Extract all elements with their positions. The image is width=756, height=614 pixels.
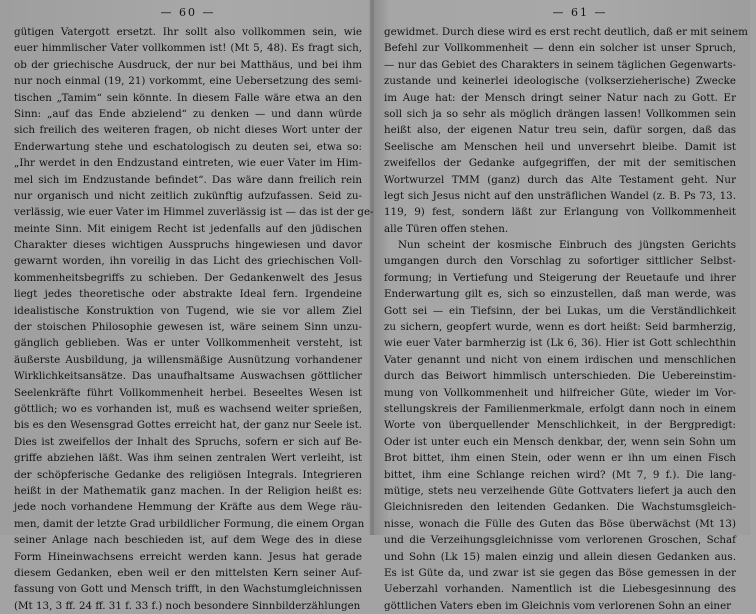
text-line: seiner Anlage nach beschieden ist, auf dem Wege des in diese: [14, 534, 362, 547]
page-number-left: — 60 —: [160, 6, 216, 19]
text-line: göttlichen Vaters eben im Gleichnis vom verlorenen Sohn an einer: [384, 599, 732, 612]
text-line: sich freilich des weiteren fragen, ob nicht dieses Wort unter der: [14, 124, 362, 137]
text-line: heißt also, der eigenen Natur treu sein, dafür sorgen, daß das: [384, 124, 736, 137]
text-line: zu sichern, geopfert wurde, wenn es dort heißt: Seid barmherzig,: [384, 321, 736, 334]
right-page: [384, 0, 748, 612]
book-gutter: [370, 0, 374, 535]
text-line: verlässig, wie euer Vater im Himmel zuverlässig ist — das ist der ge-: [14, 206, 374, 219]
text-line: fassung von Gott und Mensch trifft, in den Wachstumgleichnissen: [14, 583, 362, 596]
text-line: euer himmlischer Vater vollkommen ist! (Mt 5, 48). Es fragt sich,: [14, 42, 362, 55]
text-line: Enderwartung gilt es, sich so einzustellen, daß man werde, was: [384, 288, 736, 301]
text-line: äußerste Ausbildung, ja willensmäßige Ausnützung vorhandener: [14, 353, 362, 366]
text-line: umgangen durch den Vorschlag zu sofortiger sittlicher Selbst-: [384, 255, 736, 268]
text-line: Brot bittet, ihm einen Stein, oder wenn er ihn um einen Fisch: [384, 452, 736, 465]
text-line: gewarnt worden, ihn voreilig in das Licht des griechischen Voll-: [14, 255, 362, 268]
right-page-text: [384, 24, 748, 614]
text-line: diesem Gedanken, eben weil er den mittelsten Kern seiner Auf-: [14, 566, 362, 579]
text-line: wie euer Vater barmherzig ist (Lk 6, 36). Hier ist Gott schlechthin: [384, 337, 736, 350]
text-line: ob der griechische Ausdruck, der nur bei Matthäus, und bei ihm: [14, 58, 362, 71]
text-line: nur noch einmal (19, 21) vorkommt, eine Uebersetzung des semi-: [14, 75, 362, 88]
text-line: men, damit der letzte Grad urbildlicher Formung, die einem Organ: [14, 517, 365, 530]
text-line: formung; in Vertiefung und Steigerung der Reuetaufe und ihrer: [384, 271, 736, 284]
text-line: Enderwartung stehe und eschatologisch zu deuten sei, etwa so:: [14, 140, 362, 153]
text-line: bis es den Wesensgrad Gottes erreicht hat, der ganz nur Seele ist.: [14, 419, 362, 432]
text-line: Vater genannt und nicht von einem irdischen und menschlichen: [384, 353, 736, 366]
text-line: legt sich Jesus nicht auf den unsträflichen Wandel (z. B. Ps 73, 13.: [384, 189, 736, 202]
text-line: kommenheitsbegriffs zu schieben. Der Gedankenwelt des Jesus: [14, 271, 362, 284]
text-line: Gott sei — ein Tiefsinn, der bei Lukas, um die Verständlichkeit: [384, 304, 736, 317]
text-line: Befehl zur Vollkommenheit — denn ein solcher ist unser Spruch,: [384, 42, 736, 55]
text-line: göttlich; wo es vorhanden ist, muß es wachsend weiter sprießen,: [14, 402, 362, 415]
text-line: Seelische am Menschen heil und unversehrt bleibe. Damit ist: [384, 140, 736, 153]
text-line: mung von Vollkommenheit und hilfreicher Güte, wieder im Vor-: [384, 386, 736, 399]
text-line: griffe abziehen läßt. Was ihm seinen zentralen Wert verleiht, ist: [14, 452, 362, 465]
text-line: (Mt 13, 3 ff. 24 ff. 31 f. 33 f.) noch besondere Sinnbilderzählungen: [14, 599, 361, 612]
text-line: — nur das Gebiet des Charakters in seinem täglichen Gegenwarts-: [384, 58, 736, 71]
text-line: Oder ist unter euch ein Mensch denkbar, der, wenn sein Sohn um: [384, 435, 736, 448]
text-line: nisse, wonach die Fülle des Guten das Böse überwächst (Mt 13): [384, 517, 736, 530]
text-line: Seelenkräfte führt Vollkommenheit herbei. Beseeltes Wesen ist: [14, 386, 362, 399]
text-line: der schöpferische Gedanke des religiösen Integrals. Integrieren: [14, 468, 362, 481]
text-line: zweifellos der Gedanke aufgegriffen, der mit der semitischen: [384, 157, 736, 170]
text-line: soll sich ja so sehr als möglich drängen lassen! Vollkommen sein: [384, 107, 736, 120]
text-line: Worte von überquellender Menschlichkeit, in der Bergpredigt:: [384, 419, 736, 432]
text-line: jede noch vorhandene Hemmung der Kräfte aus dem Wege räu-: [14, 501, 362, 514]
text-line: bittet, ihm eine Schlange reichen wird? (Mt 7, 9 f.). Die lang-: [384, 468, 736, 481]
text-line: Wortwurzel TMM (ganz) durch das Alte Testament geht. Nur: [384, 173, 736, 186]
text-line: Dies ist zweifellos der Inhalt des Spruchs, sofern er sich auf Be-: [14, 435, 362, 448]
text-line: meinte Sinn. Mit einigem Recht ist jedenfalls auf den jüdischen: [14, 222, 362, 235]
left-page: [14, 0, 374, 612]
text-line: und die Verzeihungsgleichnisse vom verlorenen Groschen, Schaf: [384, 534, 736, 547]
text-line: tischen „Tamim“ sein könnte. In diesem Falle wäre etwa an den: [14, 91, 362, 104]
text-line: heißt in der Mathematik ganz machen. In der Religion heißt es:: [14, 484, 362, 497]
text-line: mel sich im Endzustande befindet“. Das wäre dann freilich rein: [14, 173, 362, 186]
text-line: idealistische Konstruktion von Tugend, wie sie vor allem Ziel: [14, 304, 362, 317]
text-line: Form Hineinwachsens erreicht werden kann. Jesus hat gerade: [14, 550, 362, 563]
text-line: im Auge hat: der Mensch dringt seiner Natur nach zu Gott. Er: [384, 91, 736, 104]
text-line: mütige, stets neu verzeihende Güte Gottvaters liefert ja auch den: [384, 484, 736, 497]
text-line: gewidmet. Durch diese wird es erst recht deutlich, daß er mit seinem: [384, 26, 748, 38]
text-line: Gleichnisreden den leitenden Gedanken. Die Wachstumsgleich-: [384, 501, 736, 514]
text-line: 119, 9) fest, sondern läßt zur Erlangung von Vollkommenheit: [384, 206, 736, 219]
text-line: gänglich geblieben. Was er unter Vollkommenheit versteht, ist: [14, 337, 362, 350]
page-number-right: — 61 —: [552, 6, 608, 19]
text-line: Nun scheint der kosmische Einbruch des jüngsten Gerichts: [398, 239, 736, 252]
text-line: Ueberzahl vorhanden. Namentlich ist die Liebesgesinnung des: [384, 583, 736, 596]
text-line: „Ihr werdet in den Endzustand eintreten, wie euer Vater im Him-: [14, 157, 362, 170]
text-line: gütigen Vatergott ersetzt. Ihr sollt also vollkommen sein, wie: [14, 26, 362, 38]
text-line: und Sohn (Lk 15) malen einzig und allein diesen Gedanken aus.: [384, 550, 736, 563]
text-line: stellungskreis der Familienmerkmale, erfolgt dann noch in einem: [384, 402, 736, 415]
text-line: durch das Beiwort himmlisch unterschieden. Die Uebereinstim-: [384, 370, 736, 383]
text-line: alle Türen offen stehen.: [384, 222, 509, 235]
text-line: der stoischen Philosophie gewesen ist, wäre seinem Sinn unzu-: [14, 321, 362, 334]
text-line: liegt jedes theoretische oder abstrakte Ideal fern. Irgendeine: [14, 288, 362, 301]
text-line: Es ist Güte da, und zwar ist sie gegen das Böse gemessen in der: [384, 566, 736, 579]
text-line: Wirklichkeitsansätze. Das unaufhaltsame Auswachsen göttlicher: [14, 370, 362, 383]
text-line: Sinn: „auf das Ende abzielend“ zu denken — und dann würde: [14, 107, 362, 120]
text-line: zustande und keinerlei ideologische (volkserzieherische) Zwecke: [384, 75, 736, 88]
left-page-text: [14, 24, 374, 614]
text-line: Charakter dieses wichtigen Ausspruchs hingewiesen und davor: [14, 239, 362, 252]
text-line: nur organisch und nicht zeitlich zukünftig aufzufassen. Seid zu-: [14, 189, 362, 202]
